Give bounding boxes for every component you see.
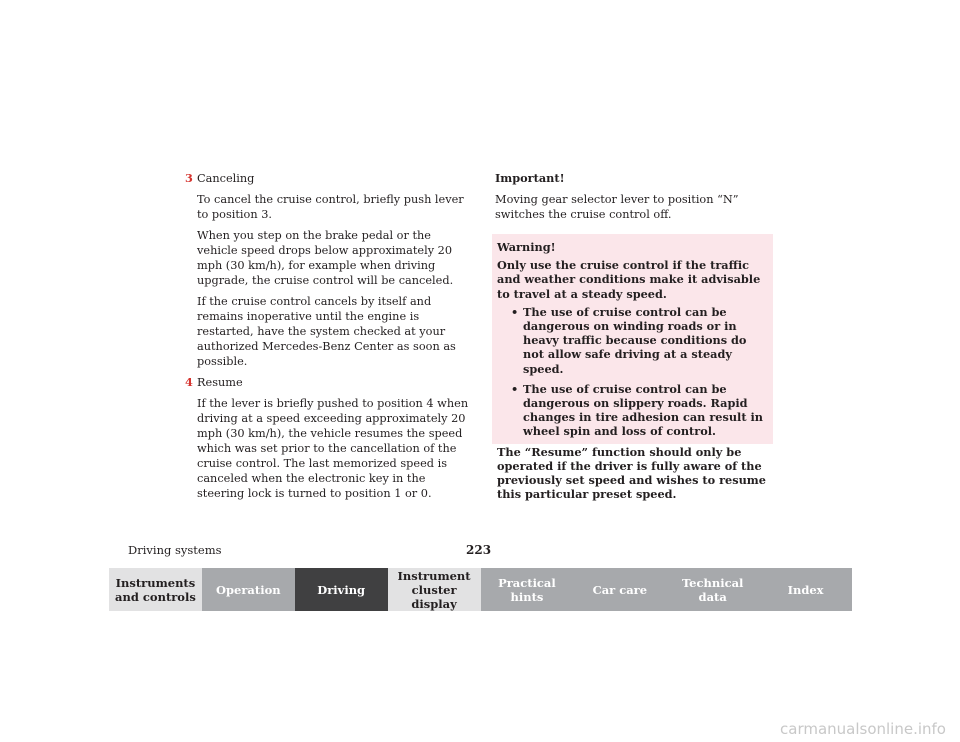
- step-paragraph: When you step on the brake pedal or the vehicle speed drops below approximately 20 mph (30 km/h), for example when driving upgrade, the cruise control will be canceled.: [197, 229, 454, 287]
- left-column: [185, 171, 475, 507]
- step-title: Resume: [197, 376, 243, 389]
- step-paragraph: If the cruise control cancels by itself and remains inoperative until the engine is restarted, have the system checked at your authorized Mercedes-Benz Center as soon as possible.: [197, 295, 456, 368]
- tab-driving[interactable]: Driving: [295, 568, 388, 611]
- tab-instruments-and-controls[interactable]: Instruments and controls: [109, 568, 202, 611]
- step-4: [185, 375, 475, 501]
- warning-title: Warning!: [497, 240, 556, 254]
- watermark: carmanualsonline.info: [780, 720, 946, 738]
- bullet-icon: •: [511, 304, 519, 319]
- warning-box: [492, 234, 773, 502]
- important-text: Moving gear selector lever to position “N” switches the cruise control off.: [495, 193, 739, 221]
- step-3: [185, 171, 475, 369]
- page-footer-header: [0, 543, 960, 559]
- warning-list: [497, 305, 767, 439]
- bullet-icon: •: [511, 381, 519, 396]
- important-heading: Important!: [495, 171, 565, 185]
- warning-bullet-text: The use of cruise control can be dangerous on slippery roads. Rapid changes in tire adhesion can result in wheel spin and loss of control.: [523, 381, 763, 439]
- tab-car-care[interactable]: Car care: [573, 568, 666, 611]
- section-title: Driving systems: [128, 543, 222, 557]
- step-number: 3: [185, 171, 193, 185]
- warning-bullet-item: [497, 305, 767, 376]
- warning-bullet-item: [497, 382, 767, 439]
- page-number: 223: [466, 543, 492, 557]
- chapter-nav-bar: [109, 568, 852, 611]
- right-column: [495, 171, 780, 228]
- step-number: 4: [185, 375, 193, 389]
- warning-intro: Only use the cruise control if the traffic and weather conditions make it advisable to travel at a steady speed.: [497, 258, 761, 301]
- tab-practical-hints[interactable]: Practical hints: [481, 568, 574, 611]
- warning-closing: The “Resume” function should only be operated if the driver is fully aware of the previously set speed and wishes to resume this particular preset speed.: [497, 444, 766, 502]
- step-paragraph: If the lever is briefly pushed to position 4 when driving at a speed exceeding approximately 20 mph (30 km/h), the vehicle resumes the speed which was set prior to the cancellation of the cruise control. The last memorized speed is canceled when the electronic key in the steering lock is turned to position 1 or 0.: [197, 397, 469, 500]
- step-title: Canceling: [197, 172, 255, 185]
- tab-operation[interactable]: Operation: [202, 568, 295, 611]
- tab-instrument-cluster-display[interactable]: Instrument cluster display: [388, 568, 481, 611]
- tab-technical-data[interactable]: Technical data: [666, 568, 759, 611]
- tab-index[interactable]: Index: [759, 568, 852, 611]
- warning-bullet-text: The use of cruise control can be dangerous on winding roads or in heavy traffic because conditions do not allow safe driving at a steady speed.: [523, 304, 747, 376]
- step-paragraph: To cancel the cruise control, briefly push lever to position 3.: [197, 193, 464, 221]
